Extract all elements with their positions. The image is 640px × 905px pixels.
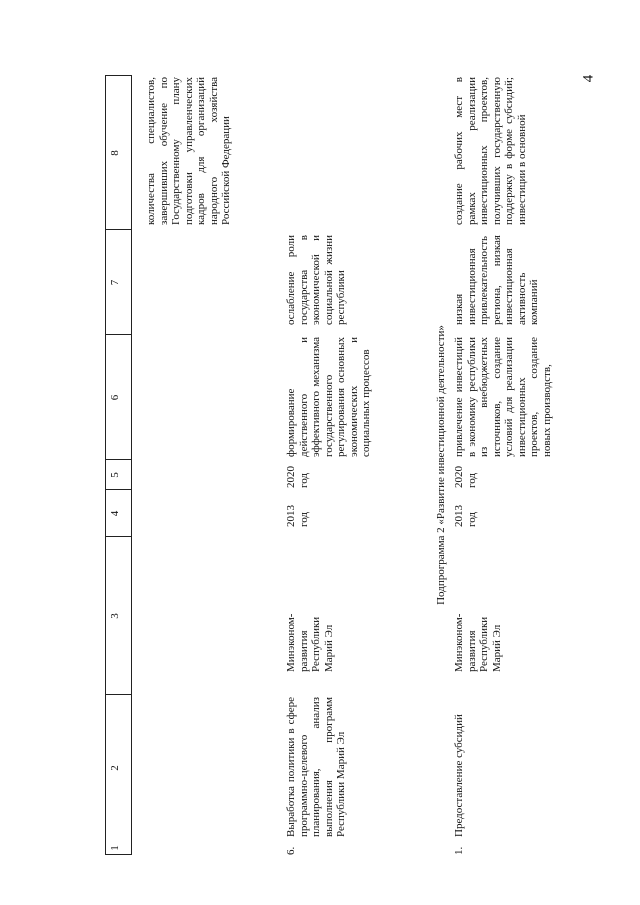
row6-title: Выработка политики в сфере программно-целевого планирования, анализ выполнения программ Республики Марий Эл — [285, 697, 347, 837]
col-header-2: 2 — [109, 765, 121, 771]
row1-title: Предоставление субсидий — [453, 714, 465, 837]
row6-number: 6. — [285, 846, 297, 855]
row1-end: 2020 год — [453, 466, 478, 488]
row1-executor: Минэконом-развития Республики Марий Эл — [453, 613, 503, 672]
row1-indicator: создание рабочих мест в рамках реализации инвестиционных проектов, получивших государственную поддержку в форме субсидий; инвестиции в основной — [453, 77, 528, 225]
page-number: 4 — [579, 74, 596, 83]
header-bottom-line — [131, 75, 132, 855]
row1-start: 2013 год — [453, 505, 478, 527]
row6-executor: Минэконом-развития Республики Марий Эл — [285, 613, 335, 672]
col-header-4: 4 — [109, 510, 121, 517]
subprogram-title: Подпрограмма 2 «Развитие инвестиционной деятельности» — [435, 325, 447, 605]
col-header-5: 5 — [109, 472, 121, 478]
col-header-6: 6 — [109, 394, 121, 401]
header-top-line — [105, 75, 106, 855]
continued-indicator: количества специалистов, завершивших обучение по Государственному плану подготовки управленческих кадров для организаций народного хозяйства Российской Федерации — [145, 77, 232, 225]
rotated-table — [105, 75, 625, 855]
row1-number: 1. — [453, 846, 465, 855]
col-header-7: 7 — [109, 279, 121, 286]
row6-consequence: ослабление роли государства в экономической и социальной жизни республики — [285, 235, 347, 325]
row6-end: 2020 год — [285, 466, 310, 488]
col-header-8: 8 — [109, 150, 121, 156]
col-header-3: 3 — [109, 613, 121, 619]
row6-start: 2013 год — [285, 505, 310, 527]
row1-result: привлечение инвестиций в экономику республики из внебюджетных источников, создание условий для реализации инвестиционных проектов, создание новых производств, — [453, 337, 553, 457]
row1-consequence: низкая инвестиционная привлекательность региона, низкая инвестиционная активность компаний — [453, 235, 540, 325]
col-header-1: 1 — [109, 845, 121, 851]
row6-result: формирование действенного и эффективного механизма государственного регулирования основных экономических и социальных процессов — [285, 337, 372, 457]
